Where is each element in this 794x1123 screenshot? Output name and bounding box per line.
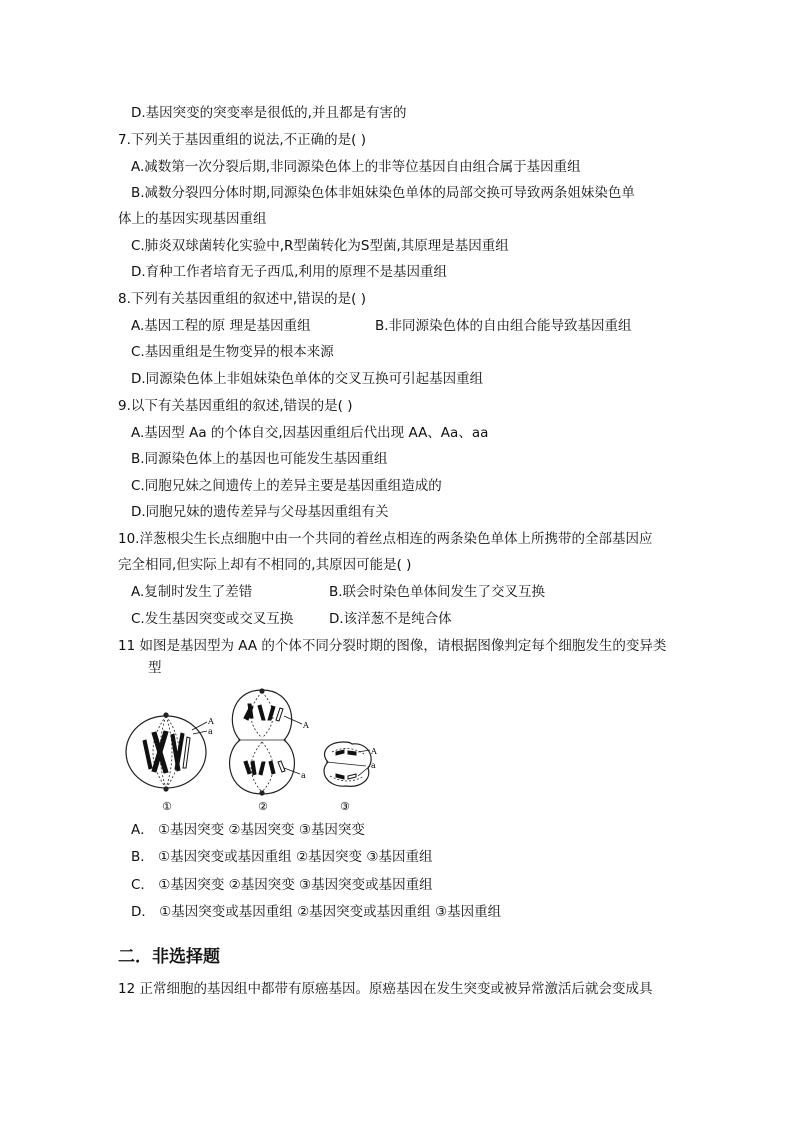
option-line: B.非同源染色体的自由组合能导致基因重组 (375, 318, 632, 334)
text-line: 完全相同,但实际上却有不相同的,其原因可能是( ) (118, 557, 412, 573)
question-12-stem: 12 正常细胞的基因组中都带有原癌基因。原癌基因在发生突变或被异常激活后就会变成具 (118, 981, 653, 997)
option-line: B.同源染色体上的基因也可能发生基因重组 (131, 451, 388, 467)
cell-3 (324, 742, 371, 786)
option-line: C.肺炎双球菌转化实验中,R型菌转化为S型菌,其原理是基因重组 (131, 238, 509, 254)
text-line: D.基因突变的突变率是很低的,并且都是有害的 (131, 105, 407, 121)
option-line: D.同胞兄妹的遗传差异与父母基因重组有关 (131, 504, 389, 520)
question-10-stem: 10.洋葱根尖生长点细胞中由一个共同的着丝点相连的两条染色单体上所携带的全部基因应 (118, 531, 653, 547)
option-line: C.同胞兄妹之间遗传上的差异主要是基因重组造成的 (131, 478, 442, 494)
cell-division-svg (122, 682, 402, 814)
gene-mark: a (301, 771, 306, 780)
question-8-stem: 8.下列有关基因重组的叙述中,错误的是( ) (118, 291, 366, 307)
option-line: A.基因工程的原 理是基因重组 (131, 318, 311, 334)
option-line: B． ①基因突变或基因重组 ②基因突变 ③基因重组 (131, 849, 433, 865)
text-line: 体上的基因实现基因重组 (118, 211, 267, 227)
option-line: A． ①基因突变 ②基因突变 ③基因突变 (131, 822, 365, 838)
cell-2-chromosomes (244, 704, 302, 775)
cell-1 (126, 713, 206, 791)
gene-mark: A (303, 721, 309, 730)
gene-mark: A (371, 747, 377, 756)
option-line: C.基因重组是生物变异的根本来源 (131, 344, 334, 360)
question-7-stem: 7.下列关于基因重组的说法,不正确的是( ) (118, 132, 366, 148)
option-line: D.该洋葱不是纯合体 (329, 611, 452, 627)
cell-2 (230, 689, 295, 795)
figure-label-2: ② (258, 800, 268, 813)
gene-mark: a (208, 727, 213, 736)
cell-division-figure (122, 682, 402, 814)
option-line: C.发生基因突变或交叉互换 (131, 611, 294, 627)
section-heading: 二．非选择题 (118, 947, 220, 967)
option-line: C． ①基因突变 ②基因突变 ③基因突变或基因重组 (131, 877, 433, 893)
option-line: D． ①基因突变或基因重组 ②基因突变或基因重组 ③基因重组 (131, 904, 502, 920)
option-line: A.基因型 Aa 的个体自交,因基因重组后代出现 AA、Aa、aa (131, 425, 489, 441)
option-line: A.复制时发生了差错 (131, 584, 253, 600)
question-11-stem: 11 如图是基因型为 AA 的个体不同分裂时期的图像，请根据图像判定每个细胞发生的变异类 (118, 638, 667, 654)
option-line: D.育种工作者培育无子西瓜,利用的原理不是基因重组 (131, 264, 447, 280)
option-line: B.减数分裂四分体时期,同源染色体非姐妹染色单体的局部交换可导致两条姐妹染色单 (131, 185, 635, 201)
figure-label-3: ③ (340, 800, 350, 813)
text-line: 型 (148, 660, 162, 676)
option-line: D.同源染色体上非姐妹染色单体的交叉互换可引起基因重组 (131, 371, 484, 387)
option-line: B.联会时染色单体间发生了交叉互换 (329, 584, 546, 600)
question-9-stem: 9.以下有关基因重组的叙述,错误的是( ) (118, 398, 353, 414)
gene-mark: a (371, 761, 376, 770)
option-line: A.减数第一次分裂后期,非同源染色体上的非等位基因自由组合属于基因重组 (131, 159, 581, 175)
figure-label-1: ① (162, 800, 172, 813)
gene-mark: A (208, 717, 214, 726)
